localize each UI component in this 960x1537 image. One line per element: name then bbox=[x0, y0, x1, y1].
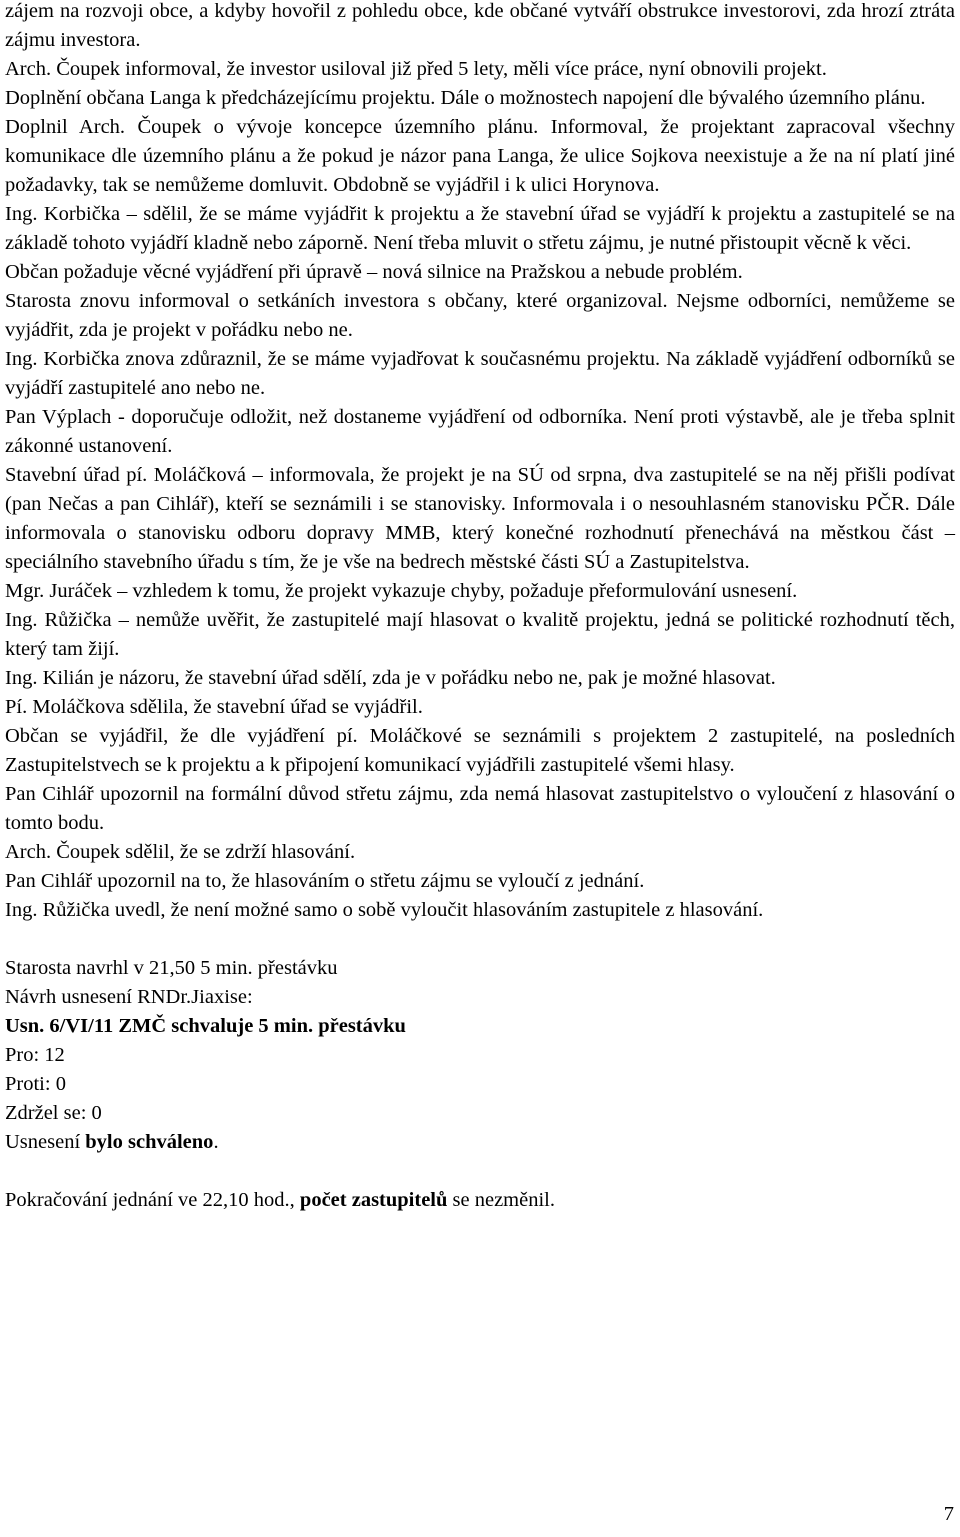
resolution-title-text: Usn. 6/VI/11 ZMČ schvaluje 5 min. přestávku bbox=[5, 1015, 406, 1037]
resolution-result bbox=[5, 1128, 955, 1157]
resolution-title bbox=[5, 1012, 955, 1041]
continuation-note bbox=[5, 1186, 955, 1215]
continuation-bold: počet zastupitelů bbox=[299, 1189, 448, 1211]
paragraph: Pan Výplach - doporučuje odložit, než dostaneme vyjádření od odborníka. Není proti výstavbě, ale je třeba splnit zákonné ustanovení. bbox=[5, 406, 955, 457]
paragraph: zájem na rozvoji obce, a kdyby hovořil z pohledu obce, kde občané vytváří obstrukce investorovi, zda hrozí ztráta zájmu investora. bbox=[5, 0, 955, 51]
paragraph: Ing. Kilián je názoru, že stavební úřad sdělí, zda je v pořádku nebo ne, pak je možné hlasovat. bbox=[5, 667, 776, 689]
paragraph: Pan Cihlář upozornil na to, že hlasováním o střetu zájmu se vyloučí z jednání. bbox=[5, 870, 645, 892]
resolution-result-bold: bylo schváleno bbox=[85, 1131, 214, 1153]
votes-abstained: Zdržel se: 0 bbox=[5, 1102, 102, 1124]
paragraph: Ing. Růžička – nemůže uvěřit, že zastupitelé mají hlasovat o kvalitě projektu, jedná se politické rozhodnutí těch, který tam žijí. bbox=[5, 609, 955, 660]
break-proposal: Starosta navrhl v 21,50 5 min. přestávku bbox=[5, 957, 338, 979]
paragraph: Ing. Růžička uvedl, že není možné samo o sobě vyloučit hlasováním zastupitele z hlasování. bbox=[5, 899, 764, 921]
paragraph: Starosta znovu informoval o setkáních investora s občany, které organizoval. Nejsme odborníci, nemůžeme se vyjádřit, zda je projekt v pořádku nebo ne. bbox=[5, 290, 955, 341]
resolution-proposer: Návrh usnesení RNDr.Jiaxise: bbox=[5, 986, 253, 1008]
page-number: 7 bbox=[943, 1503, 954, 1525]
continuation-prefix: Pokračování jednání ve 22,10 hod., bbox=[5, 1189, 300, 1211]
paragraph: Ing. Korbička – sdělil, že se máme vyjádřit k projektu a že stavební úřad se vyjádří k projektu a zastupitelé se na základě tohoto vyjádří kladně nebo záporně. Není třeba mluvit o střetu zájmu, je nutné přistoupit věcně k věci. bbox=[5, 203, 955, 254]
resolution-result-suffix: . bbox=[213, 1131, 219, 1153]
paragraph: Pí. Moláčkova sdělila, že stavební úřad se vyjádřil. bbox=[5, 696, 423, 718]
paragraph: Doplnění občana Langa k předcházejícímu projektu. Dále o možnostech napojení dle bývalého územního plánu. bbox=[5, 87, 926, 109]
votes-for: Pro: 12 bbox=[5, 1044, 65, 1066]
resolution-result-prefix: Usnesení bbox=[5, 1131, 86, 1153]
paragraph: Občan se vyjádřil, že dle vyjádření pí. Moláčkové se seznámili s projektem 2 zastupitelé, na posledních Zastupitelstvech se k projektu a k připojení komunikací vyjádřili zastupitelé všemi hlasy. bbox=[5, 725, 955, 776]
spacer bbox=[5, 1157, 955, 1186]
spacer bbox=[5, 925, 955, 954]
paragraph: Pan Cihlář upozornil na formální důvod střetu zájmu, zda nemá hlasovat zastupitelstvo o vyloučení z hlasování o tomto bodu. bbox=[5, 783, 955, 834]
paragraph: Občan požaduje věcné vyjádření při úpravě – nová silnice na Pražskou a nebude problém. bbox=[5, 261, 743, 283]
paragraph: Doplnil Arch. Čoupek o vývoje koncepce územního plánu. Informoval, že projektant zapracoval všechny komunikace dle územního plánu a že pokud je názor pana Langa, že ulice Sojkova neexistuje a že na ní platí jiné požadavky, tak se nemůžeme domluvit. Obdobně se vyjádřil i k ulici Horynova. bbox=[5, 116, 955, 196]
paragraph: Arch. Čoupek informoval, že investor usiloval již před 5 lety, měli více práce, nyní obnovili projekt. bbox=[5, 58, 827, 80]
paragraph: Ing. Korbička znova zdůraznil, že se máme vyjadřovat k současnému projektu. Na základě vyjádření odborníků se vyjádří zastupitelé ano nebo ne. bbox=[5, 348, 955, 399]
votes-against: Proti: 0 bbox=[5, 1073, 66, 1095]
continuation-suffix: se nezměnil. bbox=[447, 1189, 555, 1211]
paragraph: Arch. Čoupek sdělil, že se zdrží hlasování. bbox=[5, 841, 356, 863]
paragraph: Stavební úřad pí. Moláčková – informovala, že projekt je na SÚ od srpna, dva zastupitelé se na něj přišli podívat (pan Nečas a pan Cihlář), kteří se seznámili i se stanovisky. Informovala i o nesouhlasném stanovisku PČR. Dále informovala o stanovisku odboru dopravy MMB, který konečné rozhodnutí přenechává na městkou část – speciálního stavebního úřadu s tím, že je vše na bedrech městské části SÚ a Zastupitelstva. bbox=[5, 464, 955, 573]
paragraph: Mgr. Juráček – vzhledem k tomu, že projekt vykazuje chyby, požaduje přeformulování usnesení. bbox=[5, 580, 798, 602]
minutes-body bbox=[5, 0, 955, 1215]
